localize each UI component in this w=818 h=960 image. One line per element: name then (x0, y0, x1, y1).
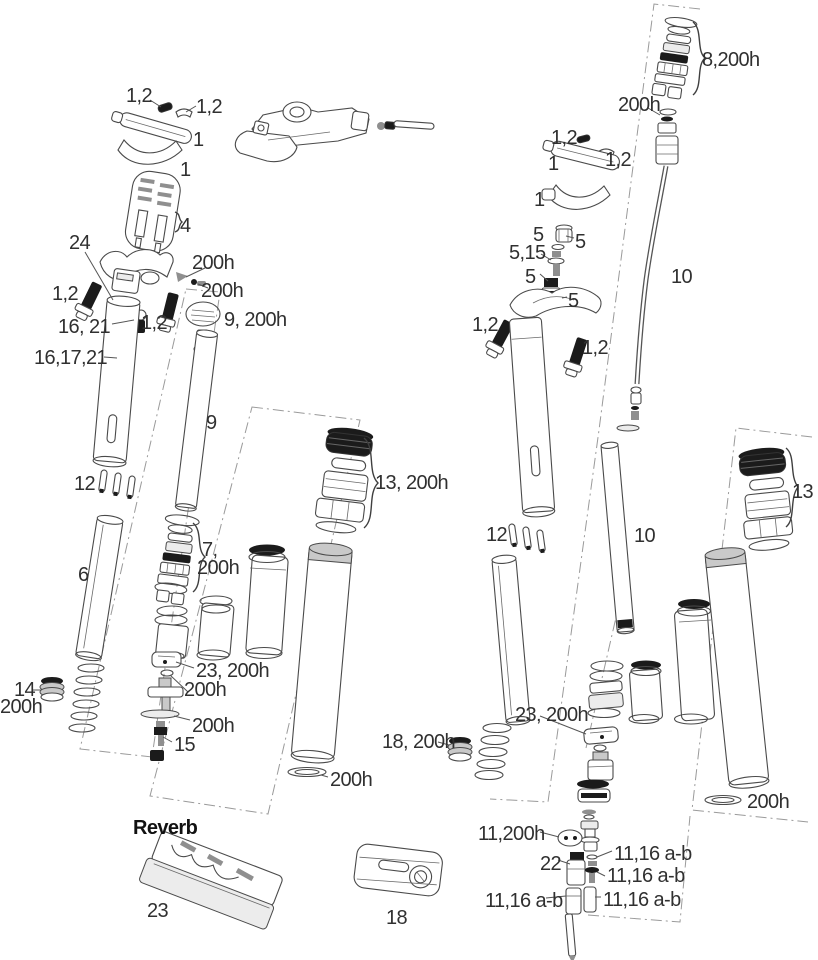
callout-label: 1,2 (582, 337, 609, 359)
callout-label: 200h (747, 791, 790, 813)
callout-label: 5 (525, 266, 536, 288)
left-assembly (40, 102, 444, 930)
callout-label: 22 (540, 853, 562, 875)
outer-lower-tube (291, 542, 353, 765)
flat-seal-ring (288, 768, 326, 777)
callout-label: 1,2 (126, 85, 153, 107)
callout-label: 11,16 a-b (485, 890, 563, 912)
callout-label: 1,2 (52, 283, 79, 305)
callout-braces (175, 22, 798, 592)
callout-label: 10 (671, 266, 693, 288)
callout-label: 1,2 (472, 314, 499, 336)
callout-label: 16, 21 (58, 316, 111, 338)
callout-label: 200h (201, 280, 244, 302)
outer-lower-tube (705, 546, 770, 790)
pins-12 (98, 470, 135, 500)
callout-label: 23, 200h (515, 704, 589, 726)
callout-label: 9 (206, 412, 217, 434)
seal-head-stack (736, 446, 794, 552)
outer-sleeve (674, 599, 715, 724)
flat-seal-ring-inner (295, 770, 319, 775)
clamp-block-18 (353, 843, 444, 897)
callout-label: 18 (386, 907, 408, 929)
callout-label: 200h (184, 679, 227, 701)
callout-label: 200h (192, 252, 235, 274)
callout-label: 5 (575, 231, 586, 253)
lower-tube-6 (75, 514, 124, 662)
clamp-clip-icons (157, 102, 192, 117)
callout-label: 1 (534, 189, 545, 211)
bushing-sleeve (629, 661, 663, 724)
bottom-cap-14 (40, 677, 64, 701)
callout-label: 4 (180, 215, 191, 237)
hose-fitting-cluster (558, 815, 599, 960)
callout-label: 200h (192, 715, 235, 737)
callout-label: 23 (147, 900, 169, 922)
callout-label: 1 (180, 159, 191, 181)
callout-label: 5 (533, 224, 544, 246)
pins-12 (508, 524, 545, 554)
callout-label: 8,200h (702, 49, 760, 71)
callout-label: 11,200h (478, 823, 545, 845)
bushing-sleeve (197, 596, 234, 660)
callout-label: 6 (78, 564, 89, 586)
spring-coil (475, 724, 511, 780)
callout-label: 200h (197, 557, 240, 579)
hydraulic-hose (617, 166, 666, 431)
callout-label: 200h (618, 94, 661, 116)
callout-label: 1,2 (551, 127, 578, 149)
seal-head-stack (313, 425, 373, 535)
clamp-cradle (118, 140, 182, 164)
inner-tube-10 (601, 442, 635, 635)
callout-label: 1 (548, 153, 559, 175)
callout-label: 5,15 (509, 242, 546, 264)
hose-barb (191, 279, 197, 285)
flat-seal-ring (705, 796, 741, 805)
callout-label: 5 (568, 290, 579, 312)
callout-label: 200h (0, 696, 43, 718)
piston-stack-8 (652, 15, 698, 100)
callout-label: 11,16 a-b (603, 889, 681, 911)
clamp-cradle (548, 185, 610, 209)
outer-sleeve (246, 545, 289, 659)
upper-post-tube (509, 317, 555, 518)
callout-label: 12 (486, 524, 508, 546)
callout-label: 9, 200h (224, 309, 287, 331)
product-label: Reverb (133, 817, 198, 839)
callout-label: 14 (14, 679, 36, 701)
callout-label: 1,2 (141, 312, 168, 334)
callout-label: 23, 200h (196, 660, 270, 682)
callout-label: 18, 200h (382, 731, 456, 753)
callout-label: 7, (202, 539, 218, 561)
post-head (510, 287, 601, 317)
lower-tube-8 (492, 554, 531, 725)
callout-label: 13 (792, 481, 814, 503)
callout-label: 13, 200h (375, 472, 449, 494)
callout-label: 24 (69, 232, 91, 254)
callout-label: 200h (330, 769, 373, 791)
callout-label: 11,16 a-b (614, 843, 692, 865)
post-head (100, 250, 173, 294)
callout-label: 12 (74, 473, 96, 495)
callout-label: 11,16 a-b (607, 865, 685, 887)
flat-seal-ring-inner (712, 798, 734, 803)
callout-label: 10 (634, 525, 656, 547)
callout-label: 1,2 (605, 149, 632, 171)
callout-label: 15 (174, 734, 196, 756)
remote-lever (235, 102, 434, 162)
valve-assembly (577, 661, 624, 815)
callout-label: 1,2 (196, 96, 223, 118)
ifp-parts (656, 109, 678, 164)
callout-label: 16,17,21 (34, 347, 108, 369)
callout-label: 1 (193, 129, 204, 151)
